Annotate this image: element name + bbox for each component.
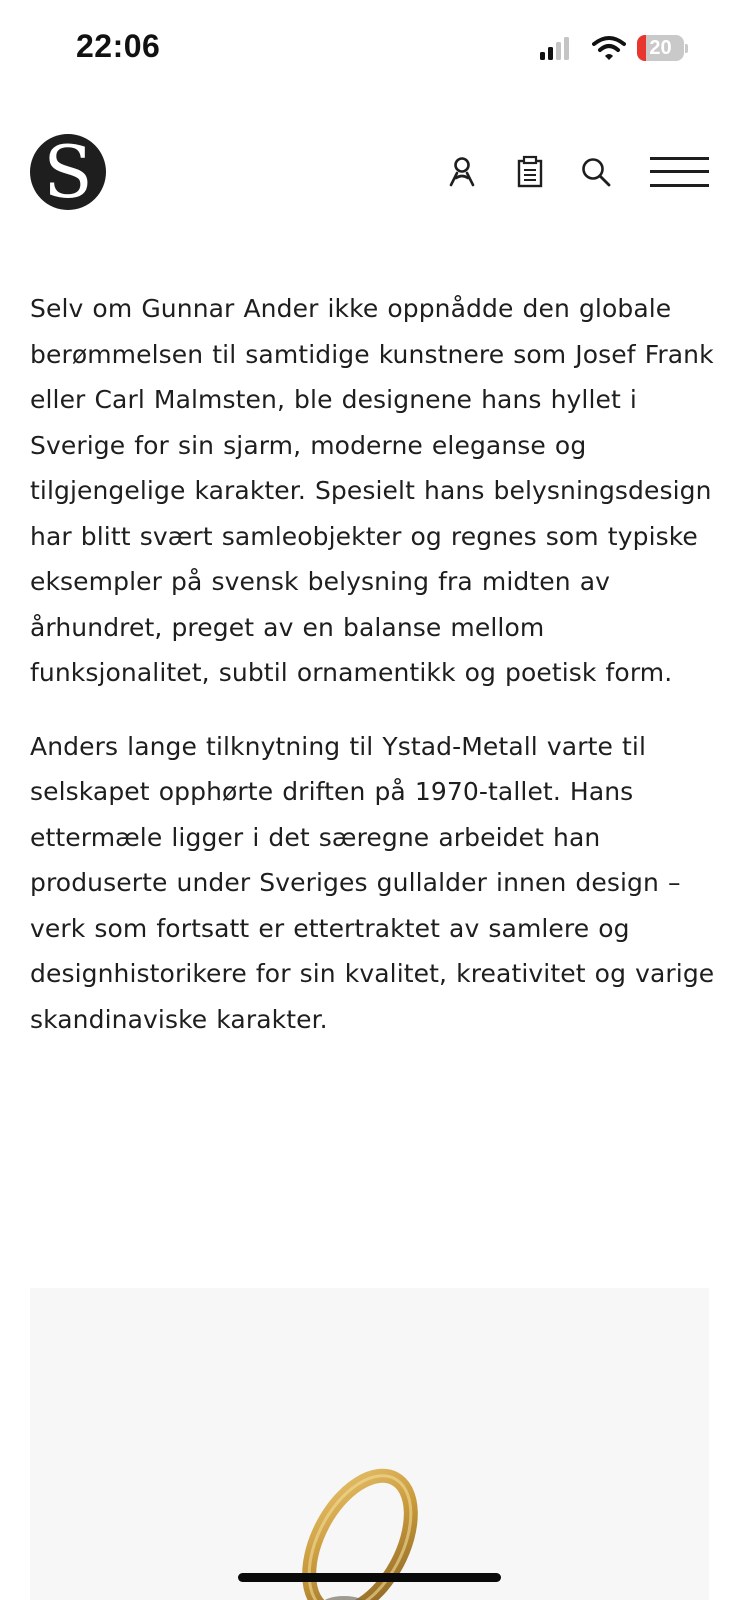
article-content xyxy=(30,286,720,1070)
status-time: 22:06 xyxy=(76,28,161,64)
search-icon[interactable] xyxy=(578,154,614,190)
battery-cap xyxy=(685,44,688,53)
site-header xyxy=(0,120,739,230)
account-icon[interactable] xyxy=(444,154,480,190)
hamburger-menu-icon[interactable] xyxy=(650,156,710,190)
menu-line xyxy=(650,184,709,187)
wifi-icon xyxy=(592,35,626,61)
status-bar xyxy=(0,0,739,100)
battery-level: 20 xyxy=(649,37,672,59)
menu-line xyxy=(650,170,709,173)
site-logo[interactable]: S xyxy=(30,134,106,210)
battery-indicator xyxy=(637,35,687,61)
battery-body xyxy=(637,35,684,61)
product-image[interactable] xyxy=(30,1288,709,1600)
article-paragraph-1: Selv om Gunnar Ander ikke oppnådde den globale berømmelsen til samtidige kunstnere som Josef Frank eller Carl Malmsten, ble designene hans hyllet i Sverige for sin sjarm, moderne eleganse og tilgjengelige karakter. Spesielt hans belysningsdesign har blitt svært samleobjekter og regnes som typiske eksempler på svensk belysning fra midten av århundret, preget av en balanse mellom funksjonalitet, subtil ornamentikk og poetisk form. xyxy=(30,294,714,687)
menu-line xyxy=(650,157,709,160)
article-paragraph-2: Anders lange tilknytning til Ystad-Metall varte til selskapet opphørte driften på 1970-tallet. Hans ettermæle ligger i det særegne arbeidet han produserte under Sveriges gullalder innen design – verk som fortsatt er ettertraktet av samlere og designhistorikere for sin kvalitet, kreativitet og varige skandinaviske karakter. xyxy=(30,731,715,1034)
home-indicator[interactable] xyxy=(238,1573,501,1582)
orders-icon[interactable] xyxy=(512,154,548,190)
cellular-signal-icon xyxy=(540,36,570,62)
